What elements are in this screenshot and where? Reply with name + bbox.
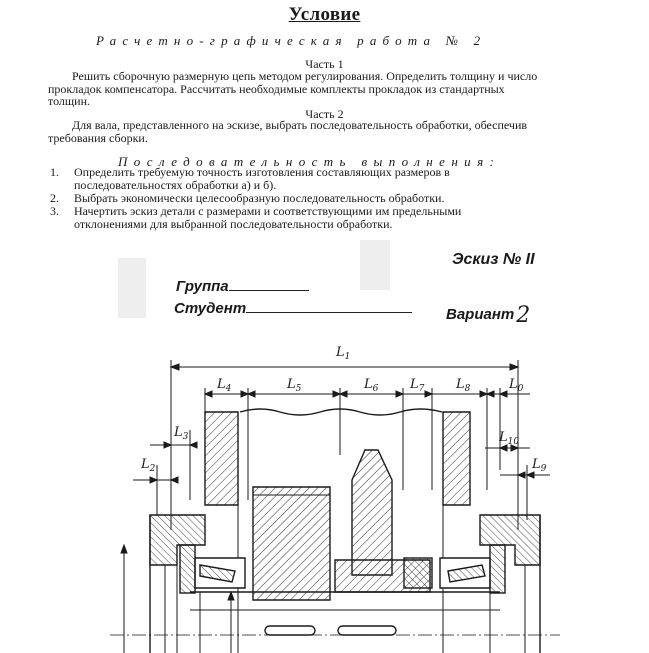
step-text: Определить требуемую точность изготовления составляющих размеров в последовательностях обработки а) и б). xyxy=(74,165,450,192)
step-number: 2. xyxy=(50,191,59,205)
part1-heading: Часть 1 xyxy=(305,57,344,71)
sequence-heading: Последовательность выполнения: xyxy=(118,154,501,169)
step-3 xyxy=(50,205,520,230)
page-title: Условие xyxy=(288,4,361,25)
dim-l0: $L_0$ xyxy=(509,377,524,394)
dim-l8: $L_8$ xyxy=(456,377,471,394)
student-label: Студент xyxy=(174,300,247,317)
dimension-lines xyxy=(121,360,550,653)
scan-smudge xyxy=(360,240,390,290)
step-text: Начертить эскиз детали с размерами и соответствующими им предельными отклонениями для выбранной последовательности обработки. xyxy=(74,204,462,231)
dim-l9: $L_9$ xyxy=(532,457,547,474)
dim-l7: $L_7$ xyxy=(410,377,425,394)
group-underline xyxy=(229,290,309,291)
group-label: Группа xyxy=(176,278,229,295)
step-number: 3. xyxy=(50,204,59,218)
dim-l4: $L_4$ xyxy=(217,377,232,394)
step-number: 1. xyxy=(50,165,59,179)
dim-l5: $L_5$ xyxy=(287,377,302,394)
step-2 xyxy=(50,192,520,205)
dim-l6: $L_6$ xyxy=(364,377,379,394)
part2-heading: Часть 2 xyxy=(305,107,344,121)
step-1 xyxy=(50,166,520,191)
part1-text xyxy=(48,70,548,108)
dim-l2: $L_2$ xyxy=(141,457,156,474)
part2-text-body: Для вала, представленного на эскизе, выбрать последовательность обработки, обеспечив требования сборки. xyxy=(48,118,528,145)
shaft-assembly-drawing xyxy=(0,330,649,653)
work-title: Расчетно-графическая работа № 2 xyxy=(96,33,487,48)
variant-field xyxy=(446,300,531,328)
student-field xyxy=(174,300,412,317)
variant-value: 2 xyxy=(516,303,531,328)
group-field xyxy=(176,278,309,295)
dim-l10: $L_{10}$ xyxy=(499,430,520,447)
part1-text-body: Решить сборочную размерную цепь методом регулирования. Определить толщину и число прокладок компенсатора. Рассчитать необходимые комплекты прокладок из стандартных толщин. xyxy=(48,69,538,108)
sketch-title: Эскиз № II xyxy=(452,251,535,268)
scan-smudge xyxy=(118,258,146,318)
part2-text xyxy=(48,119,548,144)
dim-l3: $L_3$ xyxy=(174,425,189,442)
dim-l1: $L_1$ xyxy=(336,345,351,362)
step-text: Выбрать экономически целесообразную последовательность обработки. xyxy=(74,191,445,205)
variant-label: Вариант xyxy=(446,306,515,323)
student-underline xyxy=(246,312,412,313)
assembly-parts xyxy=(110,409,560,653)
